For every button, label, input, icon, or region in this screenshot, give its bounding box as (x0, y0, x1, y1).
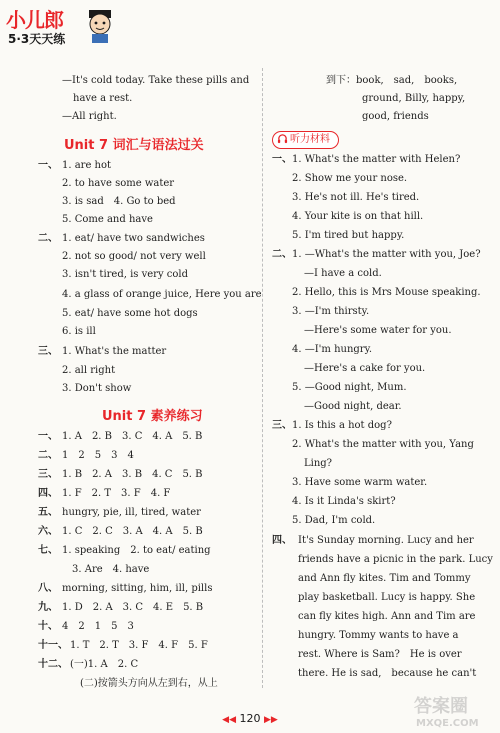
section-label: 二、 (272, 249, 292, 260)
answer-line: 3. is sad 4. Go to bed (62, 196, 176, 207)
answer-line: 1. speaking 2. to eat/ eating (62, 545, 211, 556)
script-line: 2. Show me your nose. (292, 173, 408, 184)
passage-line: can fly kites high. Ann and Tim are (298, 611, 476, 622)
next-arrows-icon: ▶▶ (264, 715, 278, 725)
script-line: —I have a cold. (304, 268, 382, 279)
dialog-line: have a rest. (73, 93, 133, 104)
section-label: 十一、 (38, 640, 68, 651)
passage-line: hungry. Tommy wants to have a (298, 630, 459, 641)
listening-tag-label: 听力材料 (290, 134, 330, 145)
section-label: 一、 (38, 160, 58, 171)
section-label: 九、 (38, 602, 58, 613)
script-line: 4. Is it Linda's skirt? (292, 496, 396, 507)
answer-line: 2. to have some water (62, 178, 175, 189)
answer-line: 1. F 2. T 3. F 4. F (62, 488, 171, 499)
script-line: 3. He's not ill. He's tired. (292, 192, 420, 203)
practice-title: Unit 7 素养练习 (102, 409, 203, 424)
watermark-url: MXQE.COM (416, 718, 479, 729)
answer-line: (二)按箭头方向从左到右，从上 (80, 678, 218, 689)
answer-line: 1. What's the matter (62, 346, 167, 357)
unit-title: Unit 7 词汇与语法过关 (64, 138, 204, 153)
script-line: 2. What's the matter with you, Yang (292, 439, 474, 450)
script-line: Ling? (304, 458, 333, 469)
word-line: ground, Billy, happy, (362, 93, 466, 104)
passage-line: friends have a picnic in the park. Lucy (298, 554, 493, 565)
section-label: 十二、 (38, 659, 68, 670)
dialog-line: —It's cold today. Take these pills and (62, 75, 250, 86)
script-line: 3. Have some warm water. (292, 477, 428, 488)
passage-line: It's Sunday morning. Lucy and her (298, 535, 474, 546)
answer-line: 6. is ill (62, 326, 96, 337)
section-label: 四、 (272, 535, 292, 546)
answer-line: 1. D 2. A 3. C 4. E 5. B (62, 602, 204, 613)
column-divider (262, 68, 263, 688)
listening-tag (272, 131, 339, 149)
section-label: 十、 (38, 621, 58, 632)
answer-line: 1 2 5 3 4 (62, 450, 134, 461)
page-footer (0, 712, 500, 725)
section-label: 一、 (272, 154, 292, 165)
section-label: 四、 (38, 488, 58, 499)
section-label: 一、 (38, 431, 58, 442)
script-line: 5. I'm tired but happy. (292, 230, 405, 241)
answer-line: 2. not so good/ not very well (62, 251, 206, 262)
section-label: 三、 (272, 420, 292, 431)
answer-line: 5. eat/ have some hot dogs (62, 308, 198, 319)
script-line: —Here's a cake for you. (304, 363, 426, 374)
section-label: 二、 (38, 233, 58, 244)
headphones-icon (277, 133, 288, 144)
section-label: 二、 (38, 450, 58, 461)
answer-line: morning, sitting, him, ill, pills (62, 583, 213, 594)
answer-line: 1. T 2. T 3. F 4. F 5. F (70, 640, 208, 651)
answer-line: 1. A 2. B 3. C 4. A 5. B (62, 431, 203, 442)
passage-line: rest. Where is Sam? He is over (298, 649, 462, 660)
script-line: 4. Your kite is on that hill. (292, 211, 424, 222)
passage-line: there. He is sad, because he can't (298, 668, 477, 679)
section-label: 七、 (38, 545, 58, 556)
brand-name: 小儿郎 (6, 8, 63, 32)
script-line: 1. —What's the matter with you, Joe? (292, 249, 481, 260)
script-line: 3. —I'm thirsty. (292, 306, 370, 317)
script-line: —Good night, dear. (304, 401, 402, 412)
script-line: 4. —I'm hungry. (292, 344, 373, 355)
right-column (264, 0, 500, 700)
script-line: 1. Is this a hot dog? (292, 420, 392, 431)
word-line: good, friends (362, 111, 429, 122)
brand-sub: 5·3天天练 (8, 32, 66, 46)
script-line: 2. Hello, this is Mrs Mouse speaking. (292, 287, 481, 298)
section-label: 八、 (38, 583, 58, 594)
answer-line: 3. Are 4. have (72, 564, 150, 575)
script-line: 5. —Good night, Mum. (292, 382, 407, 393)
prev-arrows-icon: ◀◀ (222, 715, 236, 725)
answer-line: 3. isn't tired, is very cold (62, 269, 189, 280)
answer-line: 1. B 2. A 3. B 4. C 5. B (62, 469, 203, 480)
answer-line: 4. a glass of orange juice, Here you are (62, 289, 262, 300)
section-label: 五、 (38, 507, 58, 518)
answer-line: (一)1. A 2. C (70, 659, 139, 670)
dialog-line: —All right. (62, 111, 117, 122)
watermark-text: 答案圈 (414, 696, 468, 717)
answer-line: 1. eat/ have two sandwiches (62, 233, 205, 244)
page-number: 120 (239, 712, 261, 725)
answer-line: 4 2 1 5 3 (62, 621, 134, 632)
answer-line: 5. Come and have (62, 214, 153, 225)
answer-line: 1. C 2. C 3. A 4. A 5. B (62, 526, 203, 537)
script-line: —Here's some water for you. (304, 325, 452, 336)
passage-line: play basketball. Lucy is happy. She (298, 592, 476, 603)
section-label: 六、 (38, 526, 58, 537)
answer-line: 2. all right (62, 365, 116, 376)
passage-line: and Ann fly kites. Tim and Tommy (298, 573, 471, 584)
answer-line: 3. Don't show (62, 383, 132, 394)
section-label: 三、 (38, 346, 58, 357)
answer-line: hungry, pie, ill, tired, water (62, 507, 201, 518)
word-line: 到下：book, sad, books, (326, 75, 458, 86)
script-line: 5. Dad, I'm cold. (292, 515, 376, 526)
script-line: 1. What's the matter with Helen? (292, 154, 461, 165)
answer-line: 1. are hot (62, 160, 112, 171)
section-label: 三、 (38, 469, 58, 480)
